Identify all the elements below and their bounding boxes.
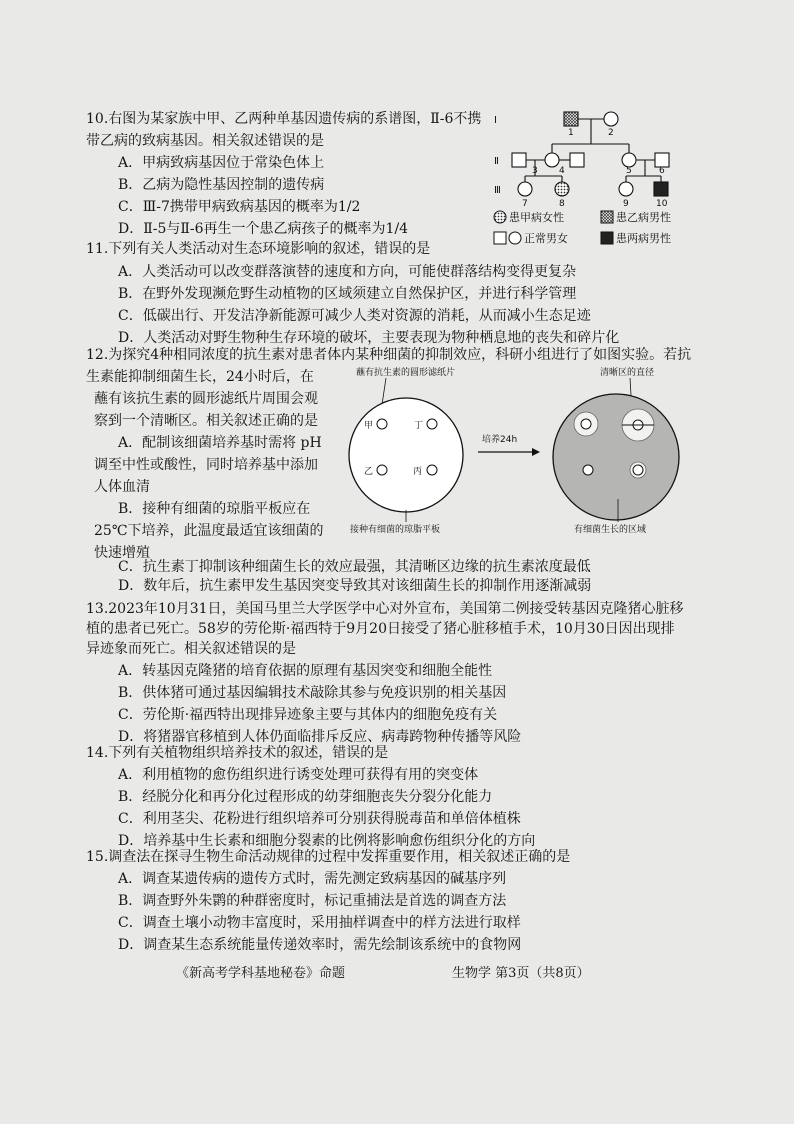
legend-c: 正常男女: [524, 232, 568, 245]
individual-10: [654, 182, 668, 196]
individual-5: [622, 153, 636, 167]
q13-option-d: D．将猪器官移植到人体仍面临排斥反应、病毒跨物种传播等风险: [118, 729, 522, 745]
q15-option-a: A．调查某遗传病的遗传方式时，需先测定致病基因的碱基序列: [118, 871, 507, 887]
footer-page-number: 生物学 第3页（共8页）: [452, 966, 590, 981]
q13-stem-line2: 植的患者已死亡。58岁的劳伦斯·福西特于9月20日接受了猪心脏移植手术，10月30日因出现排: [86, 621, 675, 637]
legend-a: 患甲病女性: [509, 211, 564, 224]
q13-stem-line1: 13.2023年10月31日，美国马里兰大学医学中心对外宣布，美国第二例接受转基因克隆猪心脏移: [86, 601, 684, 617]
legend-symbol-c-circle: [509, 232, 521, 244]
q14-option-c: C．利用茎尖、花粉进行组织培养可分别获得脱毒苗和单倍体植株: [118, 811, 521, 827]
label-agar: 接种有细菌的琼脂平板: [350, 525, 441, 535]
footer-source: 《新高考学科基地秘卷》命题: [176, 966, 346, 981]
disc-after-bing: [633, 465, 643, 475]
label-bing: 丙: [413, 467, 423, 477]
q14-option-d: D．培养基中生长素和细胞分裂素的比例将影响愈伤组织分化的方向: [118, 833, 536, 849]
q13-option-b: B．供体猪可通过基因编辑技术敲除其参与免疫识别的相关基因: [118, 685, 507, 701]
label-clear: 清晰区的直径: [600, 368, 655, 378]
num-10: 10: [656, 199, 668, 209]
q11-option-d: D．人类活动对野生物种生存环境的破坏，主要表现为物种栖息地的丧失和碎片化: [118, 330, 620, 346]
q12-option-b-line2: 25℃下培养，此温度最适宜该细菌的: [94, 523, 324, 539]
q14-option-a: A．利用植物的愈伤组织进行诱变处理可获得有用的突变体: [118, 767, 479, 783]
q12-option-d: D．数年后，抗生素甲发生基因突变导致其对该细菌生长的抑制作用逐渐减弱: [118, 578, 592, 594]
q10-stem-line1: 10.右图为某家族中甲、乙两种单基因遗传病的系谱图，Ⅱ-6不携: [86, 111, 482, 127]
disc-after-yi: [583, 465, 593, 475]
q13-option-a: A．转基因克隆猪的培育依据的原理有基因突变和细胞全能性: [118, 663, 493, 679]
legend-b: 患乙病男性: [616, 211, 671, 224]
legend-symbol-a: [494, 211, 506, 223]
num-8: 8: [559, 199, 565, 209]
q10-option-b: B．乙病为隐性基因控制的遗传病: [118, 177, 325, 193]
culture-arrowhead: [532, 448, 540, 456]
q12-option-b-line1: B．接种有细菌的琼脂平板应在: [118, 501, 311, 517]
legend-symbol-b: [601, 211, 613, 223]
q14-stem: 14.下列有关植物组织培养技术的叙述，错误的是: [86, 745, 389, 761]
individual-9: [619, 182, 633, 196]
q12-option-a-line2: 调至中性或酸性，同时培养基中添加: [94, 457, 318, 473]
q11-option-c: C．低碳出行、开发洁净新能源可减少人类对资源的消耗，从而减小生态足迹: [118, 308, 591, 324]
q10-stem-line2: 带乙病的致病基因。相关叙述错误的是: [86, 133, 324, 149]
agar-plate-before: [349, 398, 463, 512]
q10-option-d: D．Ⅱ-5与Ⅱ-6再生一个患乙病孩子的概率为1/4: [118, 221, 409, 237]
legend-symbol-c-square: [494, 232, 506, 244]
q15-option-d: D．调查某生态系统能量传递效率时，需先绘制该系统中的食物网: [118, 937, 522, 953]
individual-3: [545, 153, 559, 167]
gen-label-3: Ⅲ: [494, 185, 501, 196]
q12-option-b-line3: 快速增殖: [94, 545, 150, 561]
q12-option-a-line3: 人体血清: [94, 479, 150, 495]
gen-label-1: Ⅰ: [494, 115, 497, 126]
q11-option-b: B．在野外发现濒危野生动植物的区域须建立自然保护区，并进行科学管理: [118, 286, 577, 302]
individual-2: [604, 112, 618, 126]
label-yi: 乙: [364, 467, 374, 477]
pedigree-chart: [488, 104, 688, 250]
q10-option-a: A．甲病致病基因位于常染色体上: [118, 155, 325, 171]
individual-6: [655, 153, 669, 167]
legend-d: 患两病男性: [616, 232, 671, 245]
num-9: 9: [623, 199, 629, 209]
q10-option-c: C．Ⅲ-7携带甲病致病基因的概率为1/2: [118, 199, 361, 215]
q11-option-a: A．人类活动可以改变群落演替的速度和方向，可能使群落结构变得更复杂: [118, 264, 577, 280]
label-ding: 丁: [414, 421, 424, 431]
agar-plate-after: [553, 394, 679, 520]
q12-stem-line2: 生素能抑制细菌生长，24小时后，在: [86, 369, 314, 385]
num-6: 6: [659, 166, 665, 176]
label-jia: 甲: [364, 421, 374, 431]
label-disc: 蘸有抗生素的圆形滤纸片: [356, 368, 456, 378]
disc-yi: [377, 465, 387, 475]
label-growth: 有细菌生长的区域: [574, 525, 647, 535]
num-5: 5: [626, 166, 632, 176]
num-2: 2: [608, 128, 614, 138]
q12-stem-line1: 12.为探究4种相同浓度的抗生素对患者体内某种细菌的抑制效应，科研小组进行了如图实验。若抗: [86, 347, 692, 363]
disc-bing: [427, 465, 437, 475]
q13-option-c: C．劳伦斯·福西特出现排异迹象主要与其体内的细胞免疫有关: [118, 707, 498, 723]
disc-after-jia: [581, 419, 591, 429]
disc-jia: [377, 419, 387, 429]
q15-option-b: B．调查野外朱鹮的种群密度时，标记重捕法是首选的调查方法: [118, 893, 507, 909]
num-7: 7: [522, 199, 528, 209]
num-1: 1: [568, 128, 574, 138]
q12-stem-line3: 蘸有该抗生素的圆形滤纸片周围会观: [94, 391, 318, 407]
individual-4: [570, 153, 584, 167]
agar-plate-figure: [346, 364, 696, 540]
q12-stem-line4: 察到一个清晰区。相关叙述正确的是: [94, 413, 318, 429]
individual-1: [564, 112, 578, 126]
disc-ding: [427, 419, 437, 429]
q14-option-b: B．经脱分化和再分化过程形成的幼芽细胞丧失分裂分化能力: [118, 789, 493, 805]
individual-8: [555, 182, 569, 196]
arrow-label: 培养24h: [482, 435, 518, 445]
num-3: 3: [532, 166, 538, 176]
q11-stem: 11.下列有关人类活动对生态环境影响的叙述，错误的是: [86, 241, 431, 257]
q12-option-a-line1: A．配制该细菌培养基时需将 pH: [118, 435, 322, 451]
q13-stem-line3: 异迹象而死亡。相关叙述错误的是: [86, 641, 296, 657]
gen-label-2: Ⅱ: [494, 156, 499, 167]
q12-option-c: C．抗生素丁抑制该种细菌生长的效应最强，其清晰区边缘的抗生素浓度最低: [118, 559, 591, 575]
q15-option-c: C．调查土壤小动物丰富度时，采用抽样调查中的样方法进行取样: [118, 915, 521, 931]
individual-3-left: [512, 153, 526, 167]
legend-symbol-d: [601, 232, 613, 244]
q15-stem: 15.调查法在探寻生物生命活动规律的过程中发挥重要作用，相关叙述正确的是: [86, 849, 571, 865]
num-4: 4: [559, 166, 565, 176]
individual-7: [518, 182, 532, 196]
